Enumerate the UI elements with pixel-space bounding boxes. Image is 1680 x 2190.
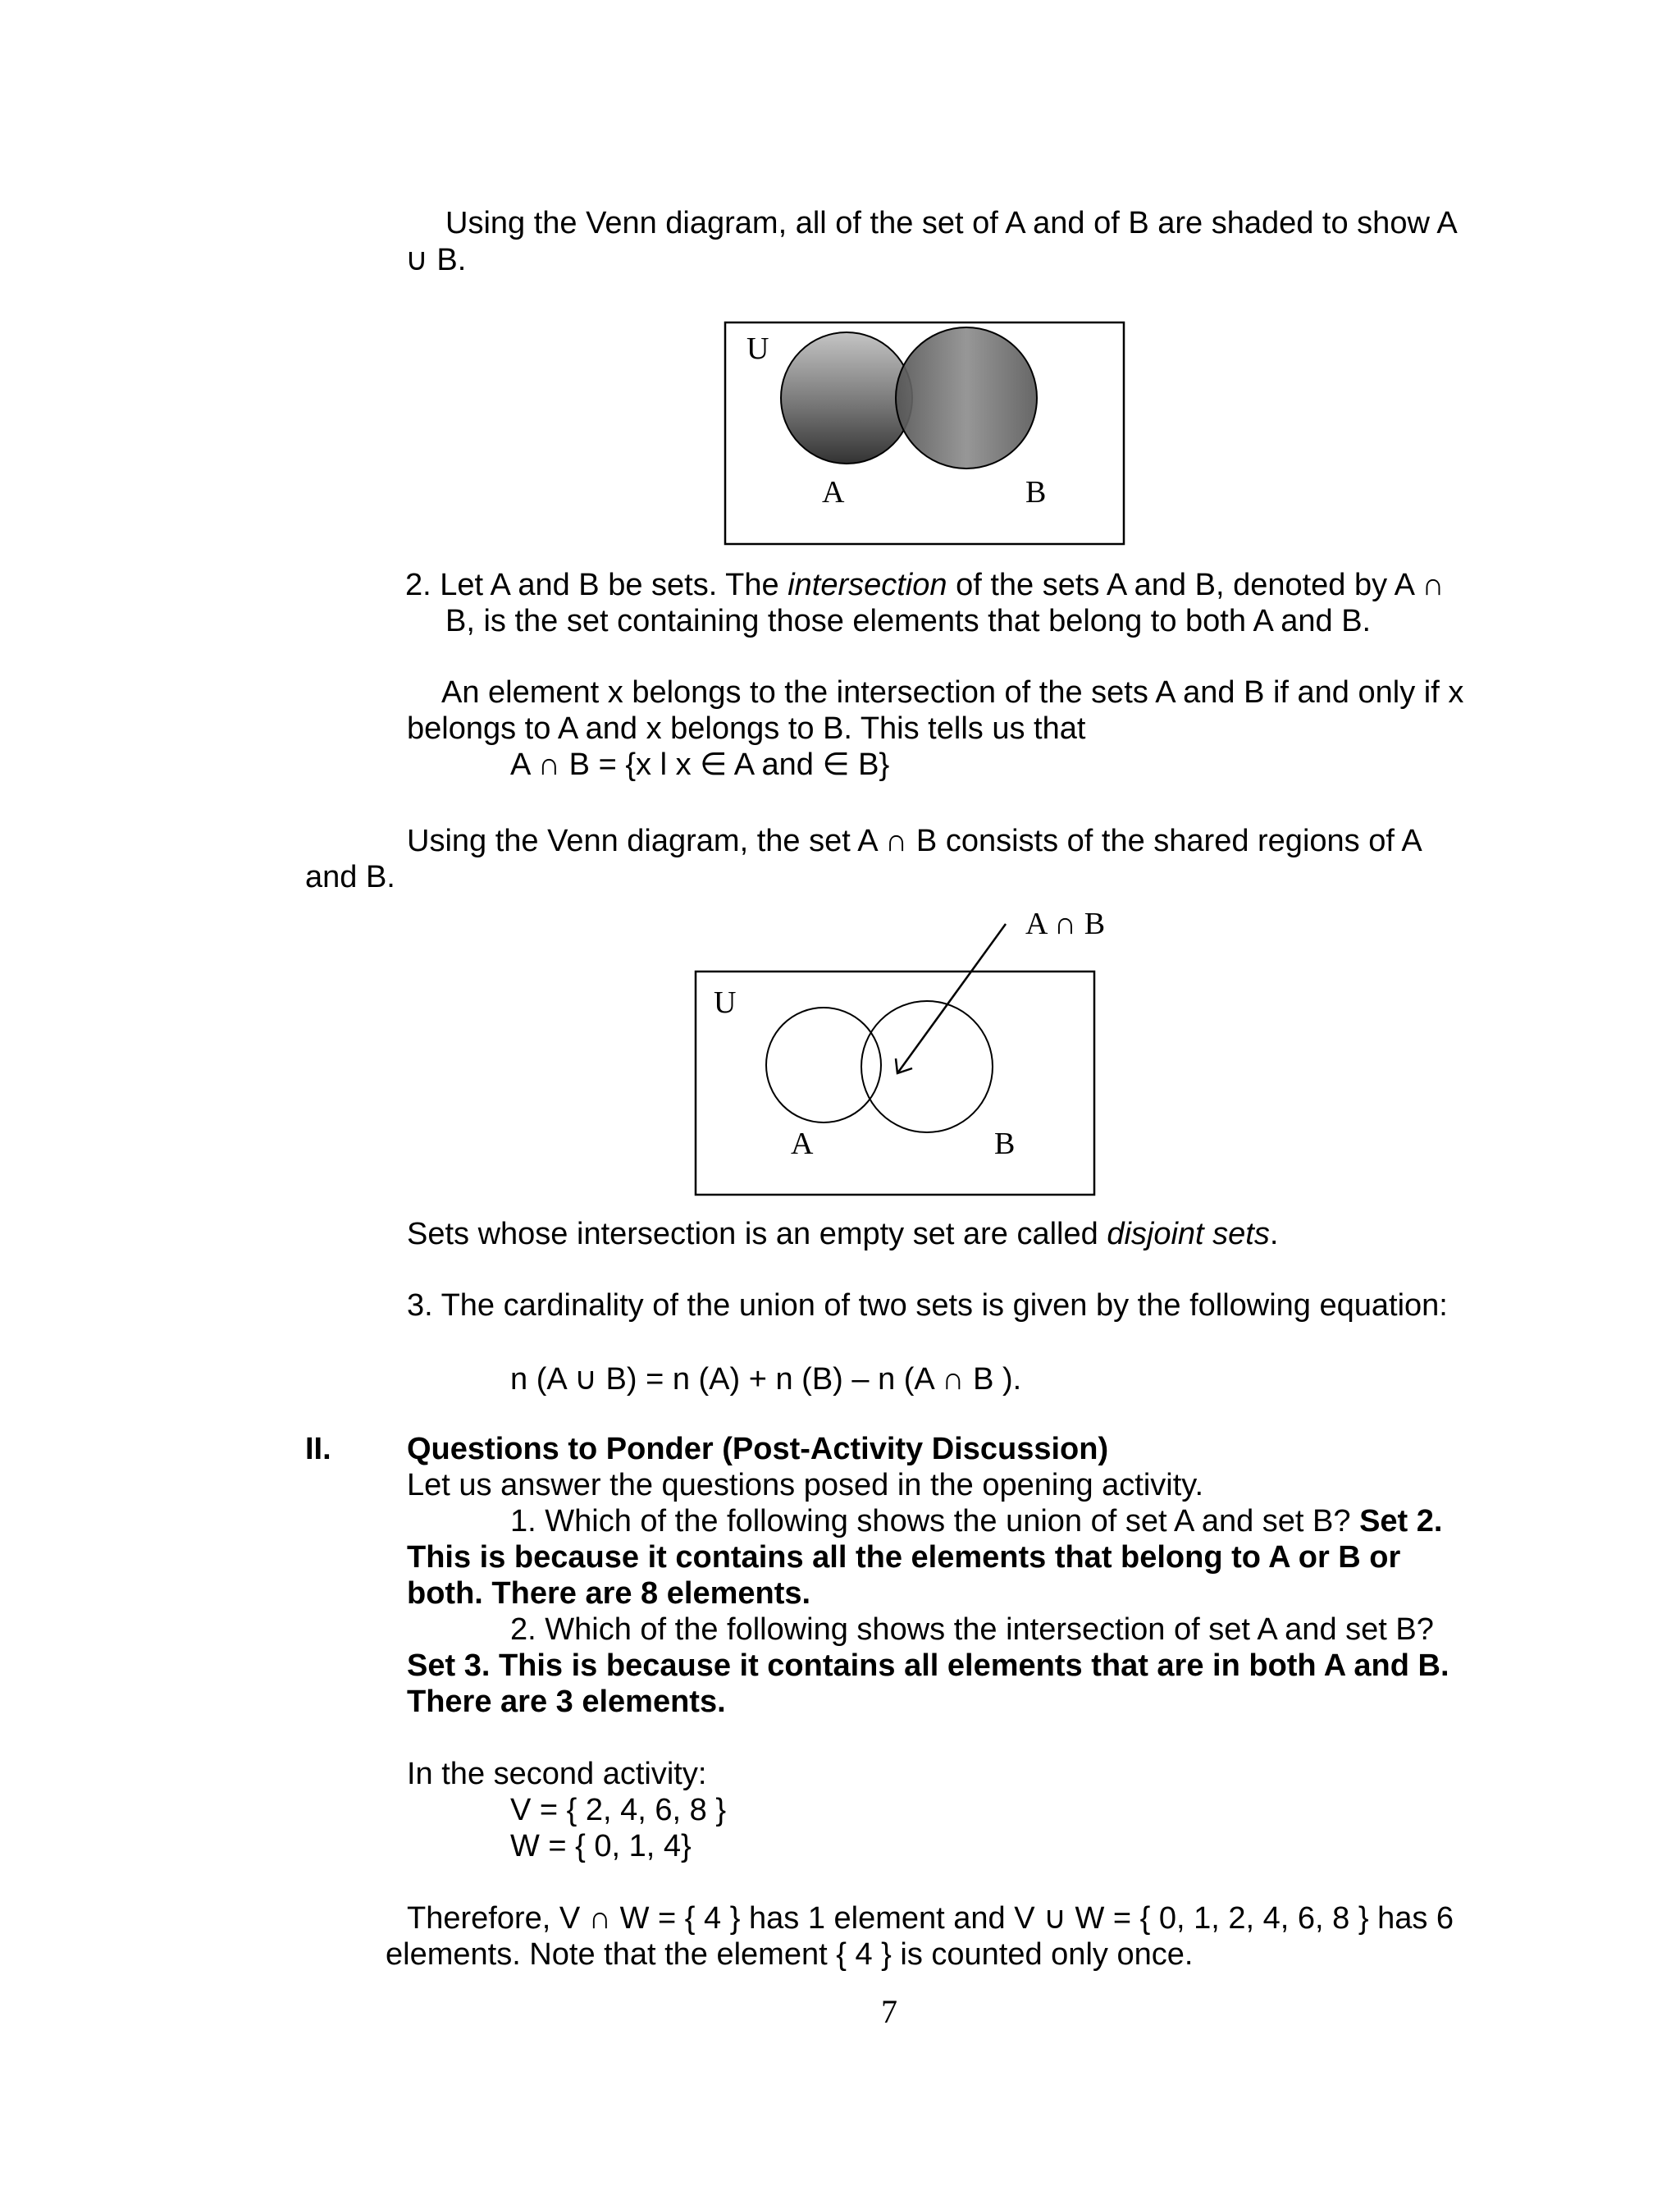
union-set-b-circle (896, 327, 1037, 469)
intersection-venn-diagram (694, 903, 1106, 1198)
page-number: 7 (881, 1993, 897, 2030)
intersection-definition-line2: B, is the set containing those elements that belong to both A and B. (445, 604, 1372, 638)
intersection-formula: A ∩ B = {x l x ∈ A and ∈ B} (510, 748, 890, 782)
section-numeral: II. (305, 1432, 331, 1466)
union-universe-label: U (746, 331, 769, 366)
union-venn-diagram (724, 321, 1125, 546)
intersection-pointer-arrow (897, 924, 1006, 1073)
therefore-line2: elements. Note that the element { 4 } is counted only once. (386, 1937, 1194, 1972)
element-text-line2: belongs to A and x belongs to B. This tells us that (407, 711, 1086, 746)
intersection-venn-text-line1: Using the Venn diagram, the set A ∩ B consists of the shared regions of A (407, 824, 1422, 858)
disjoint-sets-text: Sets whose intersection is an empty set are called disjoint sets. (407, 1217, 1279, 1251)
intersection-pointer-label: A ∩ B (1025, 907, 1106, 941)
intersection-set-b-label: B (994, 1127, 1016, 1161)
intersection-definition-line1: 2. Let A and B be sets. The intersection of the sets A and B, denoted by A ∩ (405, 568, 1445, 602)
question-2-answer-line1: Set 3. This is because it contains all elements that are in both A and B. (407, 1648, 1449, 1683)
question-1-answer-start: Set 2. (1359, 1504, 1443, 1538)
ponder-heading: Questions to Ponder (Post-Activity Discussion) (407, 1432, 1109, 1466)
question-1-answer-line2: This is because it contains all the elements that belong to A or B or (407, 1540, 1401, 1575)
intersection-set-a-label: A (791, 1127, 814, 1161)
question-2-answer-line2: There are 3 elements. (407, 1685, 726, 1719)
therefore-line1: Therefore, V ∩ W = { 4 } has 1 element and V ∪ W = { 0, 1, 2, 4, 6, 8 } has 6 (407, 1901, 1454, 1936)
ponder-intro: Let us answer the questions posed in the opening activity. (407, 1468, 1204, 1502)
intersection-universe-label: U (714, 985, 737, 1020)
intersection-term: intersection (788, 568, 947, 602)
union-set-b-label: B (1025, 475, 1047, 510)
element-text-line1: An element x belongs to the intersection of the sets A and B if and only if x (441, 675, 1464, 710)
union-text-line2: ∪ B. (405, 243, 467, 277)
set-w: W = { 0, 1, 4} (510, 1829, 692, 1863)
union-set-a-label: A (822, 475, 845, 510)
question-2: 2. Which of the following shows the intersection of set A and set B? (510, 1612, 1434, 1647)
intersection-venn-text-line2: and B. (305, 860, 395, 894)
cardinality-equation: n (A ∪ B) = n (A) + n (B) – n (A ∩ B ). (510, 1362, 1022, 1397)
intersection-set-a-circle (766, 1008, 881, 1122)
set-v: V = { 2, 4, 6, 8 } (510, 1793, 727, 1827)
intersection-universe-rect (696, 972, 1094, 1195)
union-set-a-circle (781, 332, 912, 464)
question-1: 1. Which of the following shows the union of set A and set B? Set 2. (510, 1504, 1443, 1538)
disjoint-sets-term: disjoint sets (1107, 1217, 1270, 1251)
second-activity-label: In the second activity: (407, 1757, 707, 1791)
question-1-answer-line3: both. There are 8 elements. (407, 1576, 811, 1611)
cardinality-text: 3. The cardinality of the union of two sets is given by the following equation: (407, 1288, 1448, 1323)
union-text-line1: Using the Venn diagram, all of the set of A and of B are shaded to show A (445, 206, 1458, 240)
